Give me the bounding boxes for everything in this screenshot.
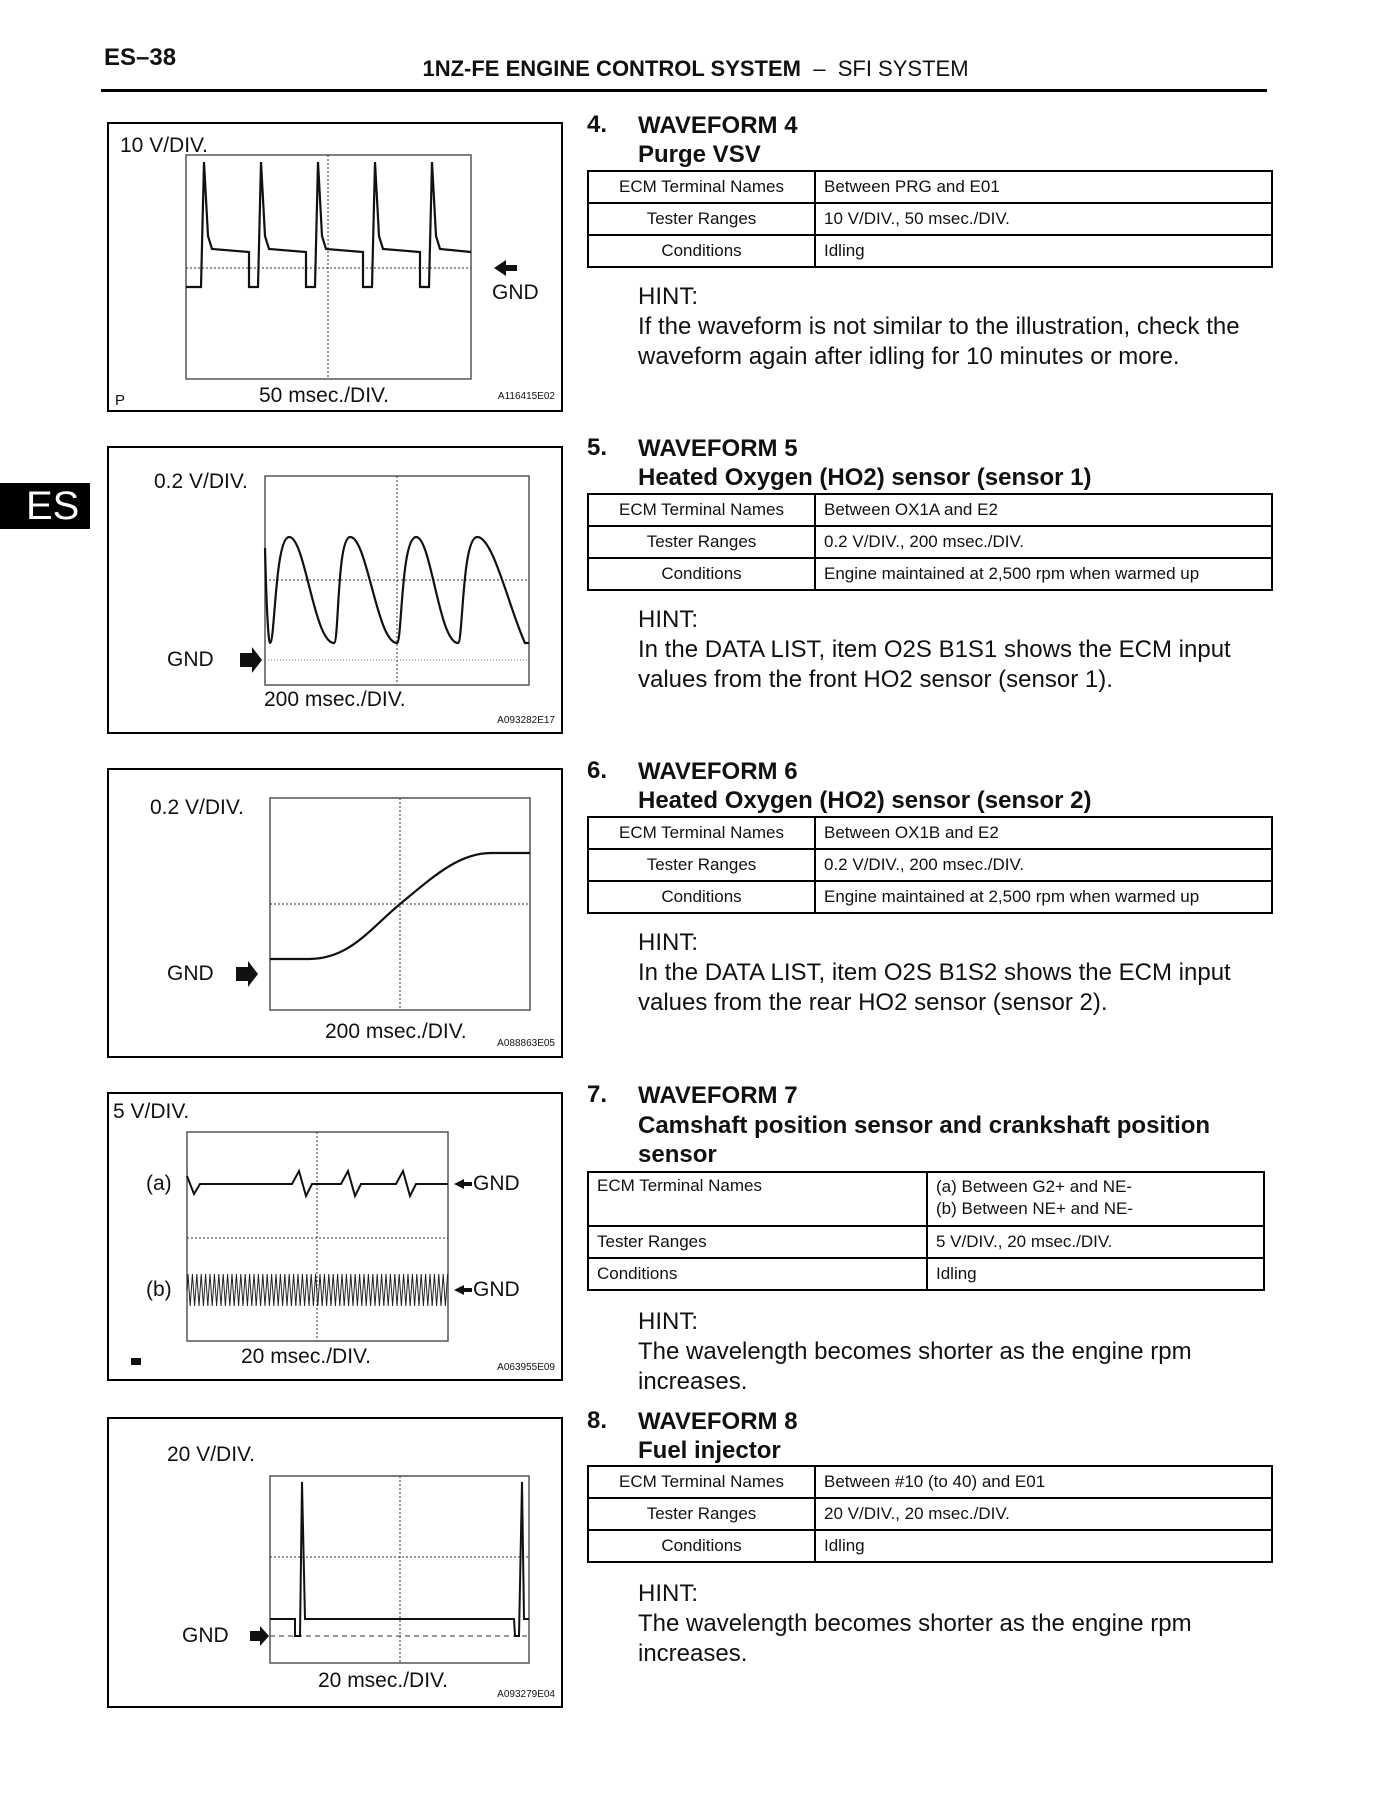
section-subtitle: Heated Oxygen (HO2) sensor (sensor 2) [638, 787, 1092, 814]
gnd-arrow-icon [454, 1285, 472, 1295]
waveform-7-graph [109, 1094, 565, 1383]
section-title: WAVEFORM 6 [638, 758, 798, 785]
gnd-label: GND [167, 962, 214, 985]
row-value: Engine maintained at 2,500 rpm when warmed up [815, 558, 1272, 590]
row-label: Conditions [588, 1258, 927, 1290]
hint-text: If the waveform is not similar to the illustration, check the waveform again after idling for 10 minutes or more. [638, 313, 1240, 370]
header-rule [101, 89, 1267, 92]
table-row [588, 1530, 1272, 1562]
waveform-7-figure [107, 1092, 563, 1381]
section-title: WAVEFORM 5 [638, 435, 798, 462]
row-value: Between #10 (to 40) and E01 [815, 1466, 1272, 1498]
waveform-4-figure [107, 122, 563, 412]
header-title-bold: 1NZ-FE ENGINE CONTROL SYSTEM [422, 56, 801, 81]
table-row [588, 558, 1272, 590]
hint-text: In the DATA LIST, item O2S B1S2 shows the ECM input values from the rear HO2 sensor (sensor 2). [638, 959, 1231, 1016]
row-value-b: (b) Between NE+ and NE- [936, 1199, 1134, 1218]
gnd-arrow-icon [494, 260, 517, 276]
hint-label: HINT: [638, 1308, 698, 1335]
table-row [588, 494, 1272, 526]
time-per-div: 200 msec./DIV. [325, 1020, 467, 1043]
section-subtitle: Fuel injector [638, 1437, 781, 1464]
row-label: ECM Terminal Names [588, 817, 815, 849]
section-subtitle: Heated Oxygen (HO2) sensor (sensor 1) [638, 464, 1092, 491]
gnd-arrow-icon [236, 961, 258, 987]
row-value: Between OX1B and E2 [815, 817, 1272, 849]
gnd-label: GND [492, 281, 539, 304]
section-number: 4. [587, 111, 608, 138]
waveform-4-graph [109, 124, 565, 414]
row-label: ECM Terminal Names [588, 1466, 815, 1498]
spec-table [587, 170, 1273, 268]
figure-code: A093279E04 [497, 1689, 555, 1700]
volts-per-div: 5 V/DIV. [113, 1100, 190, 1123]
row-label: Conditions [588, 558, 815, 590]
figure-code: A093282E17 [497, 715, 555, 726]
table-row [588, 1258, 1264, 1290]
time-per-div: 50 msec./DIV. [259, 384, 389, 407]
table-row [588, 1466, 1272, 1498]
volts-per-div: 0.2 V/DIV. [150, 796, 244, 819]
hint-text: In the DATA LIST, item O2S B1S1 shows the ECM input values from the front HO2 sensor (sensor 1). [638, 636, 1231, 693]
row-label: Tester Ranges [588, 1226, 927, 1258]
page-number: ES–38 [104, 44, 177, 71]
row-label: ECM Terminal Names [588, 1172, 927, 1226]
spec-table [587, 816, 1273, 914]
row-label: Tester Ranges [588, 849, 815, 881]
gnd-arrow-icon [240, 647, 262, 673]
row-value [927, 1172, 1264, 1226]
section-subtitle: Camshaft position sensor and crankshaft position [638, 1112, 1211, 1139]
hint-text: The wavelength becomes shorter as the engine rpm increases. [638, 1338, 1192, 1395]
section-number: 5. [587, 434, 608, 461]
volts-per-div: 20 V/DIV. [167, 1443, 255, 1466]
hint-label: HINT: [638, 283, 698, 310]
spec-table [587, 493, 1273, 591]
row-label: Conditions [588, 1530, 815, 1562]
hint-label: HINT: [638, 929, 698, 956]
table-row [588, 171, 1272, 203]
section-title: WAVEFORM 8 [638, 1408, 798, 1435]
row-value: Between PRG and E01 [815, 171, 1272, 203]
figure-code: A088863E05 [497, 1038, 555, 1049]
row-value: Idling [927, 1258, 1264, 1290]
row-label: Tester Ranges [588, 1498, 815, 1530]
spec-table [587, 1465, 1273, 1563]
hint-label: HINT: [638, 606, 698, 633]
row-value: Idling [815, 1530, 1272, 1562]
hint-text: The wavelength becomes shorter as the engine rpm increases. [638, 1610, 1192, 1667]
gnd-label: GND [182, 1624, 229, 1647]
table-row [588, 849, 1272, 881]
section-title: WAVEFORM 4 [638, 112, 798, 139]
table-row [588, 526, 1272, 558]
waveform-5-figure [107, 446, 563, 734]
row-label: Tester Ranges [588, 203, 815, 235]
section-number: 6. [587, 757, 608, 784]
row-label: ECM Terminal Names [588, 494, 815, 526]
hint-label: HINT: [638, 1580, 698, 1607]
table-row [588, 1226, 1264, 1258]
table-row [588, 881, 1272, 913]
gnd-arrow-icon [250, 1626, 269, 1646]
figure-code: A116415E02 [497, 391, 555, 402]
gnd-label: GND [167, 648, 214, 671]
time-per-div: 20 msec./DIV. [318, 1669, 448, 1692]
table-row [588, 1498, 1272, 1530]
page-header-title [0, 56, 1391, 82]
gnd-label-a: GND [473, 1172, 520, 1195]
table-row [588, 1172, 1264, 1226]
corner-mark: P [115, 392, 126, 409]
header-separator: – [813, 56, 826, 81]
figure-code: A063955E09 [497, 1362, 555, 1373]
section-number: 8. [587, 1407, 608, 1434]
section-subtitle: Purge VSV [638, 141, 761, 168]
row-value: 20 V/DIV., 20 msec./DIV. [815, 1498, 1272, 1530]
trace-a-label: (a) [146, 1172, 172, 1195]
time-per-div: 20 msec./DIV. [241, 1345, 371, 1368]
row-value: 10 V/DIV., 50 msec./DIV. [815, 203, 1272, 235]
row-label: Tester Ranges [588, 526, 815, 558]
table-row [588, 817, 1272, 849]
section-subtitle-cont: sensor [638, 1141, 717, 1168]
row-label: ECM Terminal Names [588, 171, 815, 203]
table-row [588, 235, 1272, 267]
row-label: Conditions [588, 881, 815, 913]
row-value: Engine maintained at 2,500 rpm when warmed up [815, 881, 1272, 913]
volts-per-div: 10 V/DIV. [120, 134, 208, 157]
row-value: Between OX1A and E2 [815, 494, 1272, 526]
row-value: 5 V/DIV., 20 msec./DIV. [927, 1226, 1264, 1258]
row-value: 0.2 V/DIV., 200 msec./DIV. [815, 849, 1272, 881]
row-value-a: (a) Between G2+ and NE- [936, 1177, 1133, 1196]
gnd-arrow-icon [454, 1179, 472, 1189]
spec-table [587, 1171, 1265, 1291]
time-per-div: 200 msec./DIV. [264, 688, 406, 711]
corner-symbol-icon [131, 1358, 141, 1365]
waveform-6-figure [107, 768, 563, 1058]
section-tab-es: ES [0, 483, 90, 529]
section-number: 7. [587, 1081, 608, 1108]
row-label: Conditions [588, 235, 815, 267]
gnd-label-b: GND [473, 1278, 520, 1301]
row-value: Idling [815, 235, 1272, 267]
trace-b-label: (b) [146, 1278, 172, 1301]
header-title-normal: SFI SYSTEM [837, 56, 969, 81]
row-value: 0.2 V/DIV., 200 msec./DIV. [815, 526, 1272, 558]
volts-per-div: 0.2 V/DIV. [154, 470, 248, 493]
table-row [588, 203, 1272, 235]
section-title: WAVEFORM 7 [638, 1082, 798, 1109]
waveform-8-figure [107, 1417, 563, 1708]
